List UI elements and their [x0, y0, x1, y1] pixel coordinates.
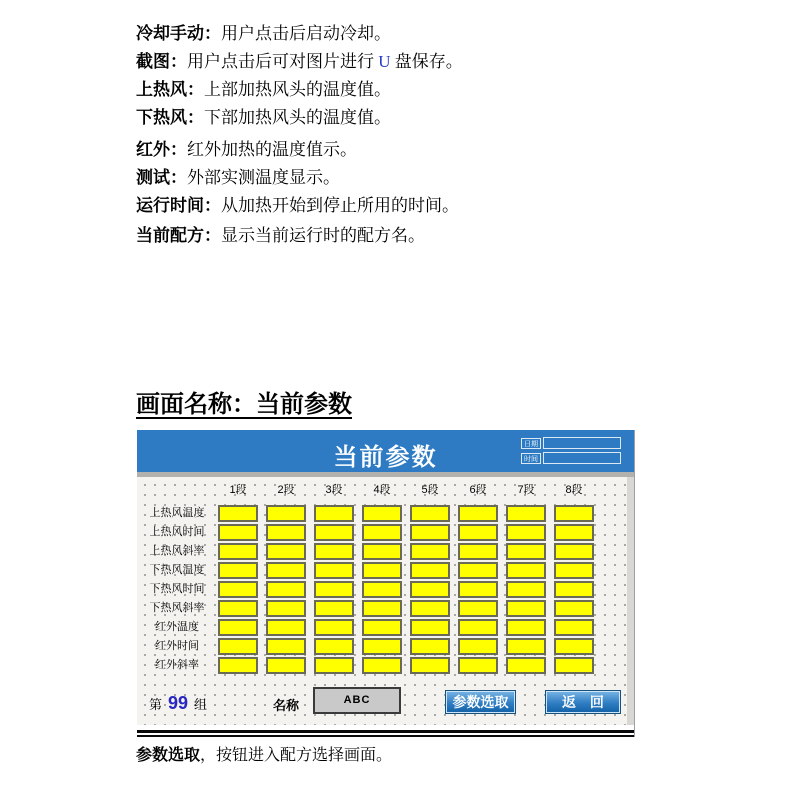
param-cell[interactable]: [266, 600, 306, 617]
param-cell[interactable]: [458, 543, 498, 560]
definition-term: 运行时间: [136, 196, 204, 215]
definition-line: [136, 76, 696, 104]
column-header-segment-2: 2段: [277, 484, 295, 496]
definition-desc: 外部实测温度显示。: [187, 168, 340, 187]
column-header-segment-3: 3段: [325, 484, 343, 496]
caption-rest: ，按钮进入配方选择画面。: [200, 747, 393, 764]
colon: ：: [170, 52, 187, 71]
definition-desc: 红外加热的温度值示。: [187, 140, 357, 159]
hmi-screenshot: [137, 430, 635, 737]
param-cell[interactable]: [314, 619, 354, 636]
param-cell[interactable]: [506, 505, 546, 522]
param-cell[interactable]: [218, 524, 258, 541]
row-label: 上热风斜率: [149, 545, 205, 557]
row-label: 下热风温度: [149, 564, 205, 576]
colon: ：: [204, 24, 221, 43]
param-cell[interactable]: [410, 638, 450, 655]
column-header-segment-6: 6段: [469, 484, 487, 496]
param-cell[interactable]: [506, 600, 546, 617]
definition-term: 下热风: [136, 108, 187, 127]
row-label: 下热风时间: [149, 583, 205, 595]
date-value-field: [543, 437, 621, 449]
param-cell[interactable]: [410, 581, 450, 598]
param-cell[interactable]: [314, 524, 354, 541]
param-cell[interactable]: [314, 543, 354, 560]
hmi-parameter-area: [137, 477, 634, 725]
hmi-screen-title: 当前参数: [333, 444, 438, 471]
colon: ：: [170, 140, 187, 159]
param-cell[interactable]: [506, 657, 546, 674]
param-cell[interactable]: [410, 600, 450, 617]
param-cell[interactable]: [218, 657, 258, 674]
definition-desc: 盘保存。: [390, 52, 463, 71]
param-cell[interactable]: [554, 581, 594, 598]
param-cell[interactable]: [362, 657, 402, 674]
param-cell[interactable]: [506, 581, 546, 598]
param-cell[interactable]: [218, 581, 258, 598]
caption-term: 参数选取: [136, 747, 201, 764]
param-cell[interactable]: [458, 581, 498, 598]
definition-term: 红外: [136, 140, 170, 159]
param-cell[interactable]: [554, 562, 594, 579]
definition-term: 截图: [136, 52, 170, 71]
param-cell[interactable]: [362, 600, 402, 617]
param-cell[interactable]: [218, 638, 258, 655]
param-cell[interactable]: [458, 524, 498, 541]
time-value-field: [543, 452, 621, 464]
param-cell[interactable]: [506, 524, 546, 541]
section-heading: 画面名称：当前参数: [136, 392, 352, 418]
u-disk-letter: U: [378, 52, 391, 71]
param-cell[interactable]: [266, 619, 306, 636]
param-cell[interactable]: [362, 505, 402, 522]
param-cell[interactable]: [410, 524, 450, 541]
param-cell[interactable]: [314, 581, 354, 598]
param-cell[interactable]: [410, 657, 450, 674]
param-cell[interactable]: [266, 638, 306, 655]
row-label: 红外温度: [155, 621, 199, 633]
param-cell[interactable]: [506, 638, 546, 655]
recipe-name-field[interactable]: ABC: [313, 687, 401, 714]
param-cell[interactable]: [410, 562, 450, 579]
param-cell[interactable]: [362, 562, 402, 579]
param-cell[interactable]: [266, 657, 306, 674]
definition-desc: 显示当前运行时的配方名。: [221, 226, 425, 245]
recipe-group-line: [149, 691, 207, 715]
definition-line: [136, 136, 696, 164]
param-cell[interactable]: [266, 524, 306, 541]
definition-line: [136, 48, 696, 76]
definition-line: [136, 192, 696, 220]
param-select-button[interactable]: 参数选取: [445, 690, 516, 714]
definition-term: 测试: [136, 168, 170, 187]
right-margin-strip: [627, 477, 634, 725]
param-cell[interactable]: [218, 600, 258, 617]
param-cell[interactable]: [506, 562, 546, 579]
definition-desc: 用户点击后可对图片进行: [187, 52, 379, 71]
hmi-title-bar: [137, 430, 634, 472]
row-label: 上热风时间: [149, 526, 205, 538]
param-cell[interactable]: [506, 619, 546, 636]
param-cell[interactable]: [314, 638, 354, 655]
definition-desc: 下部加热风头的温度值。: [204, 108, 391, 127]
param-cell[interactable]: [554, 638, 594, 655]
row-label: 下热风斜率: [149, 602, 205, 614]
time-row: [521, 452, 623, 464]
param-cell[interactable]: [314, 562, 354, 579]
definition-term: 上热风: [136, 80, 187, 99]
param-cell[interactable]: [218, 562, 258, 579]
param-cell[interactable]: [218, 619, 258, 636]
column-header-segment-1: 1段: [229, 484, 247, 496]
param-cell[interactable]: [266, 581, 306, 598]
definition-line: [136, 222, 696, 250]
definition-desc: 用户点击后启动冷却。: [221, 24, 391, 43]
param-cell[interactable]: [362, 543, 402, 560]
param-cell[interactable]: [554, 543, 594, 560]
bottom-double-line: [137, 730, 634, 737]
param-cell[interactable]: [314, 600, 354, 617]
definition-desc: 从加热开始到停止所用的时间。: [221, 196, 459, 215]
row-label: 红外时间: [155, 640, 199, 652]
param-cell[interactable]: [266, 562, 306, 579]
param-cell[interactable]: [410, 619, 450, 636]
column-header-segment-8: 8段: [565, 484, 583, 496]
row-label: 红外斜率: [155, 659, 199, 671]
param-cell[interactable]: [458, 638, 498, 655]
colon: ：: [204, 196, 221, 215]
colon: ：: [204, 226, 221, 245]
param-cell[interactable]: [266, 543, 306, 560]
definition-desc: 上部加热风头的温度值。: [204, 80, 391, 99]
definition-term: 冷却手动: [136, 24, 204, 43]
column-header-segment-5: 5段: [421, 484, 439, 496]
definition-line: [136, 104, 696, 132]
row-label: 上热风温度: [149, 507, 205, 519]
param-cell[interactable]: [218, 505, 258, 522]
column-header-segment-4: 4段: [373, 484, 391, 496]
screenshot-caption: [136, 742, 392, 765]
recipe-name-label: 名称: [273, 698, 300, 713]
time-label: 时间: [521, 453, 541, 464]
date-row: [521, 437, 623, 449]
param-cell[interactable]: [362, 524, 402, 541]
param-cell[interactable]: [506, 543, 546, 560]
datetime-panel: [521, 437, 623, 467]
param-cell[interactable]: [458, 562, 498, 579]
param-cell[interactable]: [554, 619, 594, 636]
param-cell[interactable]: [314, 505, 354, 522]
param-cell[interactable]: [458, 505, 498, 522]
param-cell[interactable]: [266, 505, 306, 522]
definition-line: [136, 164, 696, 192]
definitions-block: [136, 20, 696, 250]
param-cell[interactable]: [362, 581, 402, 598]
definition-line: [136, 20, 696, 48]
param-cell[interactable]: [362, 638, 402, 655]
param-cell[interactable]: [554, 524, 594, 541]
param-cell[interactable]: [218, 543, 258, 560]
param-cell[interactable]: [362, 619, 402, 636]
param-cell[interactable]: [554, 505, 594, 522]
back-button[interactable]: 返 回: [545, 690, 621, 714]
definition-term: 当前配方: [136, 226, 204, 245]
column-header-segment-7: 7段: [517, 484, 535, 496]
date-label: 日期: [521, 438, 541, 449]
group-number-field[interactable]: 99: [168, 692, 189, 713]
param-cell[interactable]: [554, 600, 594, 617]
param-cell[interactable]: [410, 543, 450, 560]
colon: ：: [170, 168, 187, 187]
group-suffix: 组: [194, 696, 208, 712]
param-cell[interactable]: [458, 600, 498, 617]
param-cell[interactable]: [410, 505, 450, 522]
param-cell[interactable]: [458, 619, 498, 636]
param-cell[interactable]: [458, 657, 498, 674]
param-cell[interactable]: [314, 657, 354, 674]
group-prefix: 第: [149, 696, 163, 712]
param-cell[interactable]: [554, 657, 594, 674]
colon: ：: [187, 108, 204, 127]
colon: ：: [187, 80, 204, 99]
